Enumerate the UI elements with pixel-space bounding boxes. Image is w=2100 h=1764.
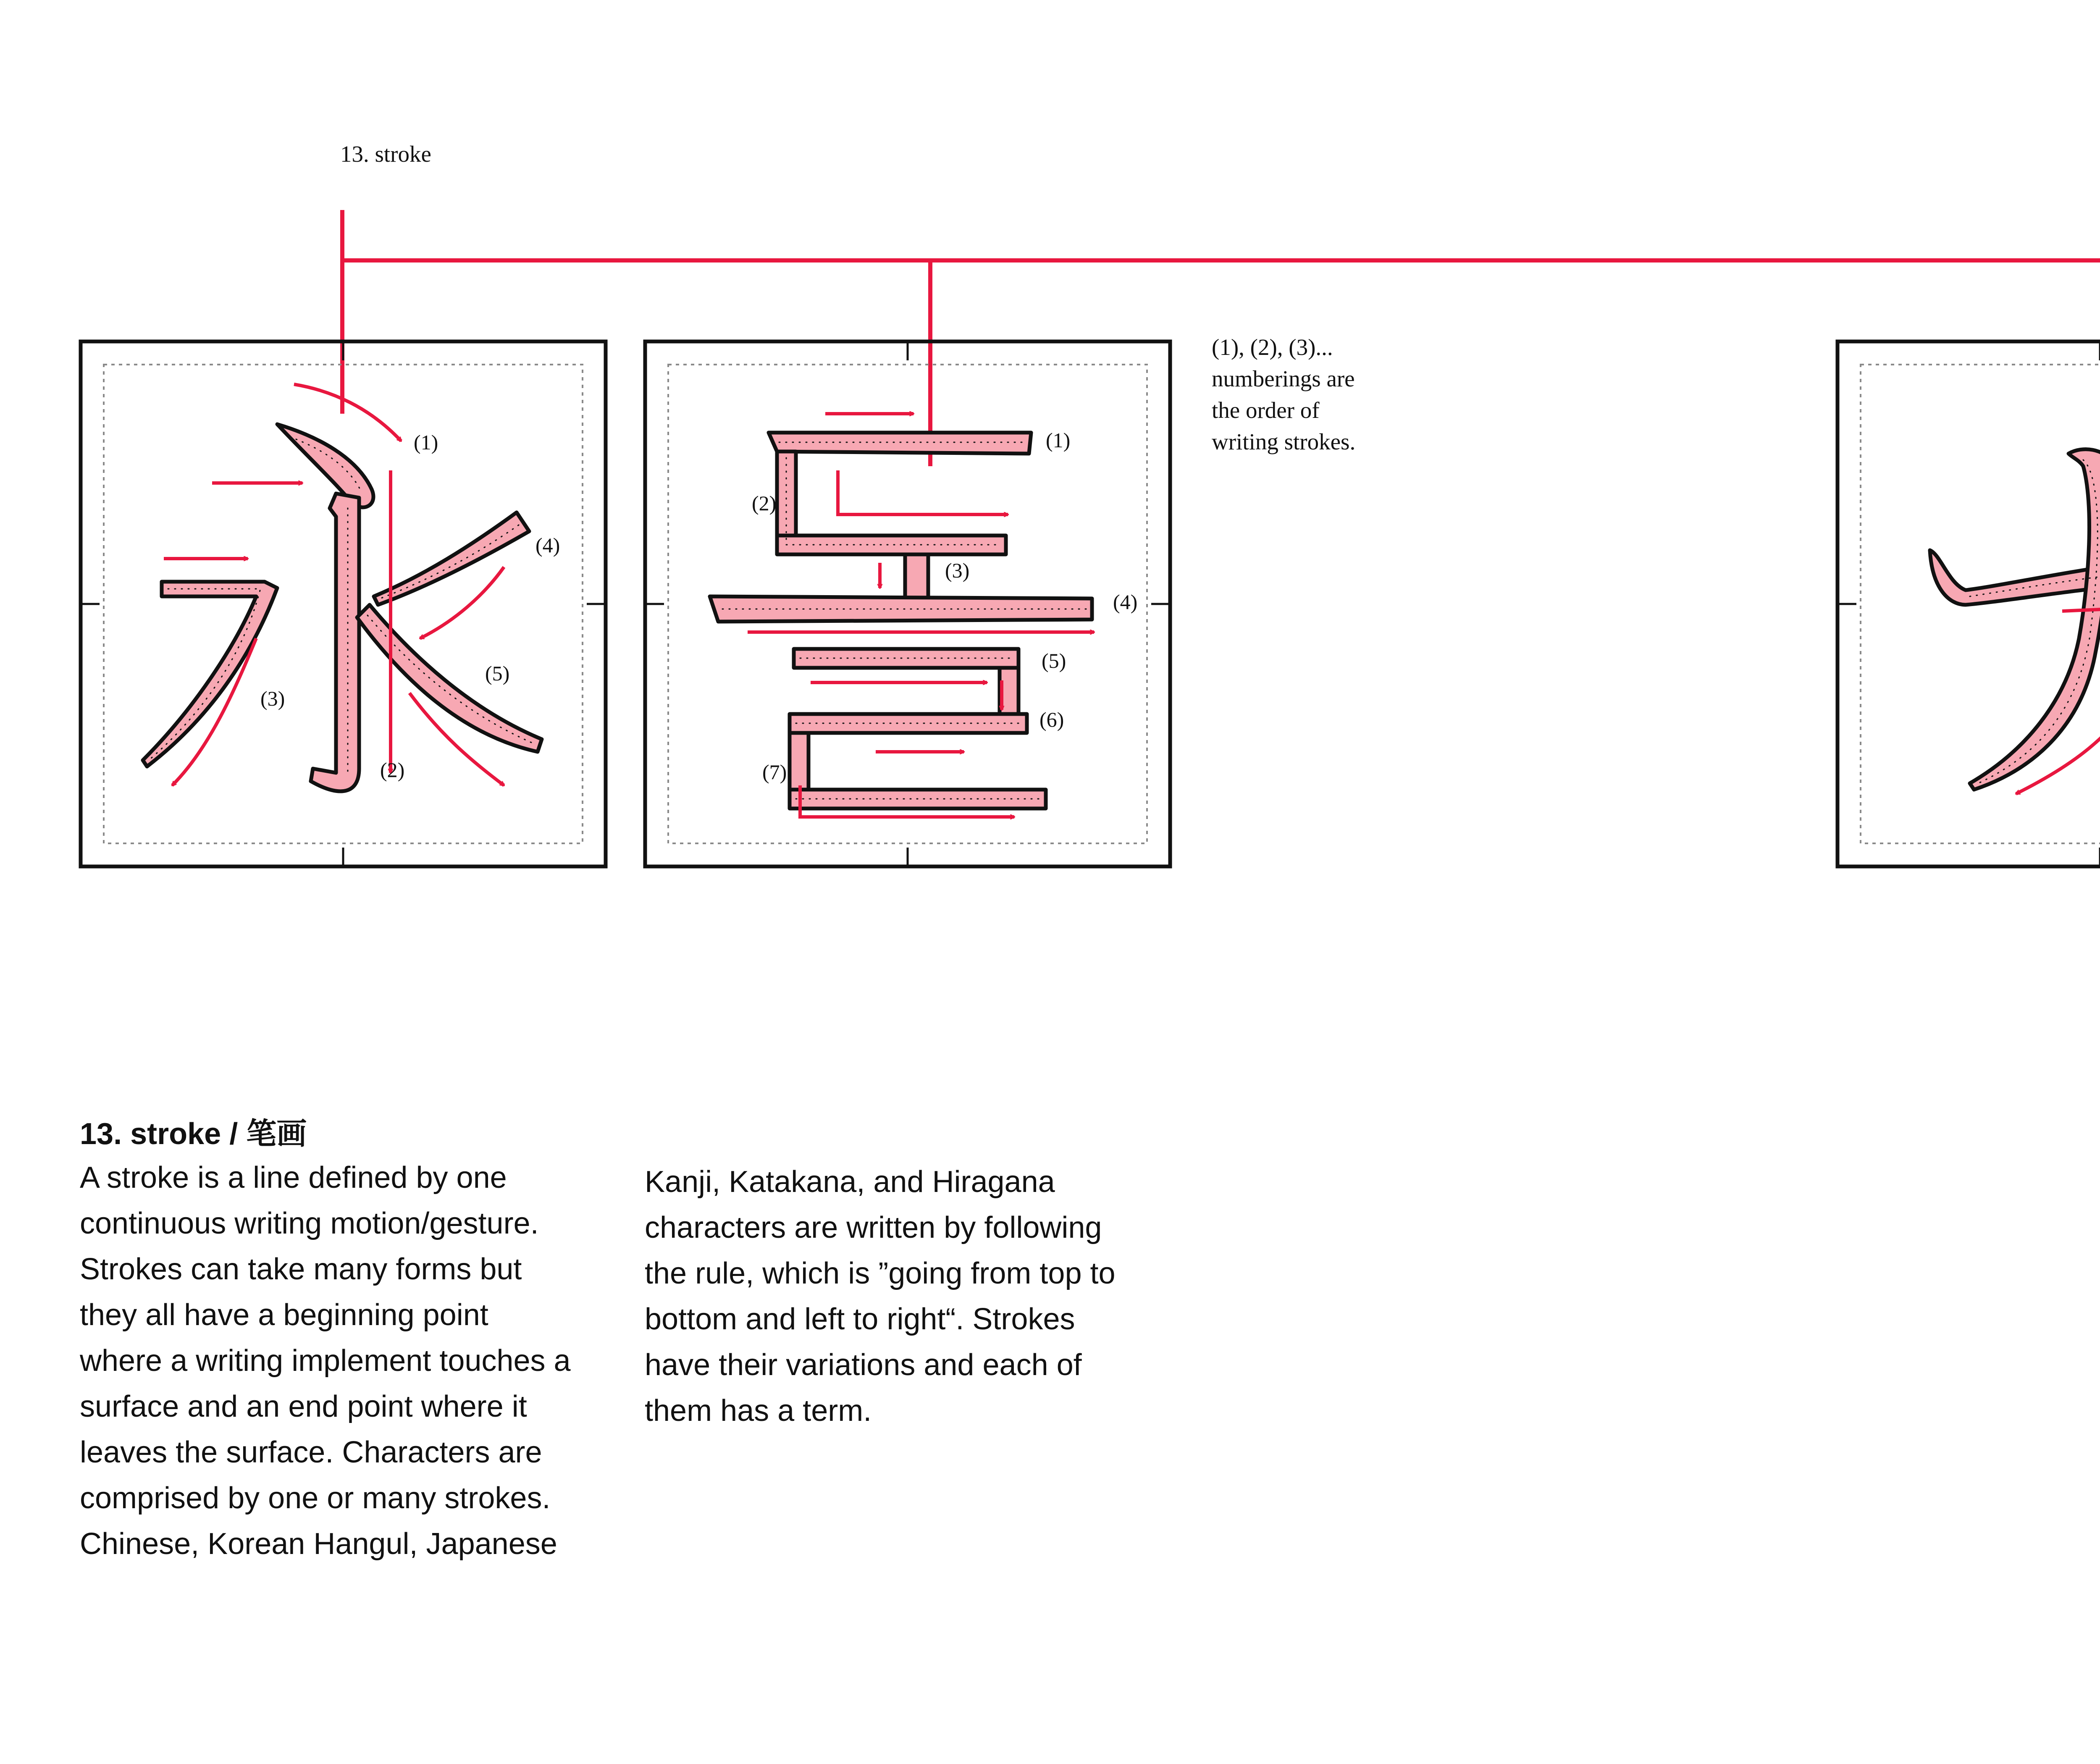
stroke-number: (7) <box>762 760 787 784</box>
glyph-box-yong <box>81 341 606 866</box>
stroke-number: (4) <box>536 533 560 557</box>
paragraph-line: Chinese, Korean Hangul, Japanese <box>80 1527 557 1561</box>
stroke-number: (4) <box>1113 590 1138 614</box>
paragraph-line: the rule, which is ”going from top to <box>645 1257 1116 1290</box>
paragraph-line: characters are written by following <box>645 1211 1102 1244</box>
paragraph-line: leaves the surface. Characters are <box>80 1436 542 1469</box>
paragraph-line: Kanji, Katakana, and Hiragana <box>645 1165 1055 1199</box>
glyph-box-na-katakana <box>1838 341 2100 866</box>
stroke-number: (2) <box>380 758 405 782</box>
paragraph-line: have their variations and each of <box>645 1348 1082 1382</box>
stroke-number: (3) <box>945 559 970 582</box>
paragraph-line: them has a term. <box>645 1394 872 1428</box>
stroke-number: (3) <box>260 687 285 710</box>
glyph-box-teul <box>645 341 1170 866</box>
paragraph-line: Strokes can take many forms but <box>80 1252 522 1286</box>
paragraph-line: where a writing implement touches a <box>80 1344 571 1378</box>
note-line: numberings are <box>1212 366 1355 391</box>
stroke-number: (6) <box>1040 708 1064 731</box>
paragraph-line: comprised by one or many strokes. <box>80 1481 551 1515</box>
stroke-number: (2) <box>752 491 777 515</box>
note-line: writing strokes. <box>1212 429 1356 454</box>
stroke-number: (1) <box>414 430 438 454</box>
stroke-number: (5) <box>1042 649 1066 672</box>
paragraph-line: continuous writing motion/gesture. <box>80 1207 539 1240</box>
section-title: 13. stroke / 笔画 <box>80 1117 307 1151</box>
note-line: (1), (2), (3)... <box>1212 334 1333 360</box>
description-column-2 <box>645 1159 1199 1434</box>
description-column-1 <box>80 1113 634 1567</box>
paragraph-line: bottom and left to right“. Strokes <box>645 1302 1075 1336</box>
stroke-number: (1) <box>1046 428 1071 452</box>
stroke-number: (5) <box>485 662 510 685</box>
paragraph-line: surface and an end point where it <box>80 1390 527 1423</box>
note-line: the order of <box>1212 397 1320 423</box>
paragraph-line: they all have a beginning point <box>80 1298 488 1332</box>
top-label: 13. stroke <box>340 141 431 167</box>
paragraph-line: A stroke is a line defined by one <box>80 1161 507 1194</box>
